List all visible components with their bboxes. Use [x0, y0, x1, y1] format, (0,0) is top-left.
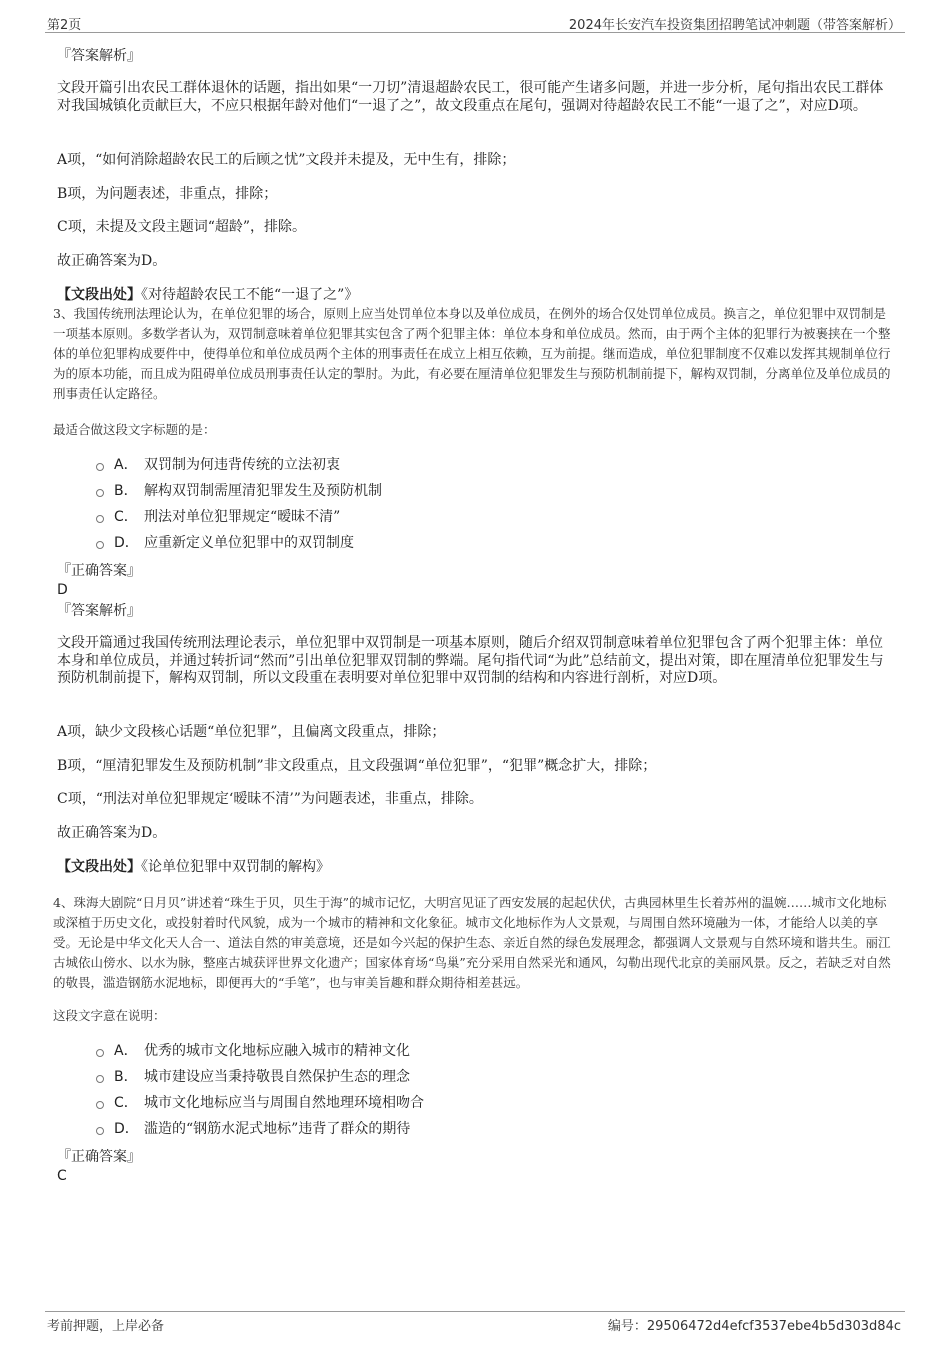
option-text: 应重新定义单位犯罪中的双罚制度	[144, 535, 354, 551]
radio-icon[interactable]	[96, 1049, 104, 1057]
option-letter: B．	[114, 1069, 138, 1085]
page-number: 第2页	[47, 18, 82, 33]
q3-conclusion: 故正确答案为D。	[57, 825, 167, 841]
option-text: 双罚制为何违背传统的立法初衷	[144, 457, 340, 473]
document-title: 2024年长安汽车投资集团招聘笔试冲刺题（带答案解析）	[568, 18, 901, 33]
q2-analysis-label: 『答案解析』	[57, 48, 141, 64]
q4-option-b[interactable]	[96, 1065, 410, 1089]
q2-source	[57, 287, 893, 305]
q3-option-b[interactable]	[96, 479, 382, 503]
footer-slogan: 考前押题，上岸必备	[47, 1319, 165, 1334]
q3-source-title: 《论单位犯罪中双罚制的解构》	[141, 859, 330, 875]
q4-question: 这段文字意在说明：	[53, 1008, 166, 1023]
q3-source-label: 【文段出处】	[57, 859, 141, 875]
q3-stem: 3、我国传统刑法理论认为，在单位犯罪的场合，原则上应当处罚单位本身以及单位成员，在例外的场合仅处罚单位成员。换言之，单位犯罪中双罚制是一项基本原则。多数学者认为，双罚制意味着单位犯罪其实包含了两个犯罪主体：单位本身和单位成员。然而，由于两个主体的犯罪行为被裹挟在一个整体的单位犯罪构成要件中，使得单位和单位成员两个主体的刑事责任在成立上相互依赖，互为前提。继而造成，单位犯罪制度不仅难以发挥其规制单位行为的原本功能，而且成为阻碍单位成员刑事责任认定的掣肘。为此，有必要在厘清单位犯罪发生与预防机制前提下，解构双罚制，分离单位及单位成员的刑事责任认定路径。	[53, 306, 891, 401]
option-letter: B．	[114, 483, 138, 499]
q4-option-a[interactable]	[96, 1039, 410, 1063]
q3-answer-label: 『正确答案』	[57, 563, 141, 579]
q4-option-d[interactable]	[96, 1117, 410, 1141]
option-letter: D．	[114, 535, 139, 551]
option-text: 滥造的“钢筋水泥式地标”违背了群众的期待	[144, 1121, 411, 1137]
q3-analysis-label: 『答案解析』	[57, 603, 141, 619]
q3-option-c[interactable]	[96, 505, 340, 529]
radio-icon[interactable]	[96, 1127, 104, 1135]
q3-source	[57, 859, 893, 877]
q2-source-label: 【文段出处】	[57, 287, 141, 303]
document-code: 编号：29506472d4efcf3537ebe4b5d303d84c	[607, 1319, 901, 1334]
option-letter: A．	[114, 1043, 138, 1059]
q2-source-title: 《对待超龄农民工不能“一退了之”》	[141, 287, 359, 303]
option-letter: C．	[114, 1095, 138, 1111]
q2-analysis: 文段开篇引出农民工群体退休的话题，指出如果“一刀切”清退超龄农民工，很可能产生诸多问题，并进一步分析，尾句指出农民工群体对我国城镇化贡献巨大，不应只根据年龄对他们“一退了之”，故文段重点在尾句，强调对待超龄农民工不能“一退了之”，对应D项。	[57, 80, 884, 114]
q3-option-a[interactable]	[96, 453, 340, 477]
q3-option-d[interactable]	[96, 531, 354, 555]
option-text: 解构双罚制需厘清犯罪发生及预防机制	[144, 483, 382, 499]
option-letter: A．	[114, 457, 138, 473]
option-text: 城市建设应当秉持敬畏自然保护生态的理念	[144, 1069, 410, 1085]
q2-option-a-analysis: A项，“如何消除超龄农民工的后顾之忧”文段并未提及，无中生有，排除；	[57, 152, 516, 168]
page-footer	[45, 1311, 905, 1335]
option-text: 刑法对单位犯罪规定“暧昧不清”	[144, 509, 341, 525]
q2-option-c-analysis: C项，未提及文段主题词“超龄”，排除。	[57, 219, 307, 235]
option-letter: D．	[114, 1121, 139, 1137]
option-text: 优秀的城市文化地标应融入城市的精神文化	[144, 1043, 410, 1059]
radio-icon[interactable]	[96, 1101, 104, 1109]
q3-option-b-analysis: B项，“厘清犯罪发生及预防机制”非文段重点，且文段强调“单位犯罪”，“犯罪”概念扩大，排除；	[57, 758, 657, 774]
q2-conclusion: 故正确答案为D。	[57, 253, 167, 269]
q3-answer: D	[57, 582, 68, 598]
q4-option-c[interactable]	[96, 1091, 424, 1115]
q3-option-c-analysis: C项，“刑法对单位犯罪规定‘暧昧不清’”为问题表述，非重点，排除。	[57, 791, 483, 807]
q4-answer-label: 『正确答案』	[57, 1149, 141, 1165]
page-header	[45, 14, 905, 33]
option-letter: C．	[114, 509, 138, 525]
q2-option-b-analysis: B项，为问题表述，非重点，排除；	[57, 186, 278, 202]
q3-question: 最适合做这段文字标题的是：	[53, 422, 216, 437]
radio-icon[interactable]	[96, 1075, 104, 1083]
q4-stem: 4、珠海大剧院“日月贝”讲述着“珠生于贝，贝生于海”的城市记忆，大明宫见证了西安发展的起起伏伏，古典园林里生长着苏州的温婉……城市文化地标或深植于历史文化，或投射着时代风貌，成为一个城市的精神和文化象征。城市文化地标作为人文景观，与周围自然环境融为一体，才能给人以美的享受。无论是中华文化天人合一、道法自然的审美意境，还是如今兴起的保护生态、亲近自然的绿色发展理念，都强调人文景观与自然环境和谐共生。丽江古城依山傍水、以水为脉，整座古城获评世界文化遗产；国家体育场“鸟巢”充分采用自然采光和通风，勾勒出现代北京的美丽风景。反之，若缺乏对自然的敬畏，滥造钢筋水泥地标，即便再大的“手笔”，也与审美旨趣和群众期待相差甚远。	[53, 895, 891, 990]
radio-icon[interactable]	[96, 515, 104, 523]
option-text: 城市文化地标应当与周围自然地理环境相吻合	[144, 1095, 424, 1111]
q4-answer: C	[57, 1168, 67, 1184]
q3-analysis: 文段开篇通过我国传统刑法理论表示，单位犯罪中双罚制是一项基本原则，随后介绍双罚制意味着单位犯罪包含了两个犯罪主体：单位本身和单位成员，并通过转折词“然而”引出单位犯罪双罚制的弊端。尾句指代词“为此”总结前文，提出对策，即在厘清单位犯罪发生与预防机制前提下，解构双罚制，所以文段重在表明要对单位犯罪中双罚制的结构和内容进行剖析，对应D项。	[57, 635, 884, 686]
q3-option-a-analysis: A项，缺少文段核心话题“单位犯罪”，且偏离文段重点，排除；	[57, 724, 446, 740]
radio-icon[interactable]	[96, 541, 104, 549]
radio-icon[interactable]	[96, 489, 104, 497]
radio-icon[interactable]	[96, 463, 104, 471]
